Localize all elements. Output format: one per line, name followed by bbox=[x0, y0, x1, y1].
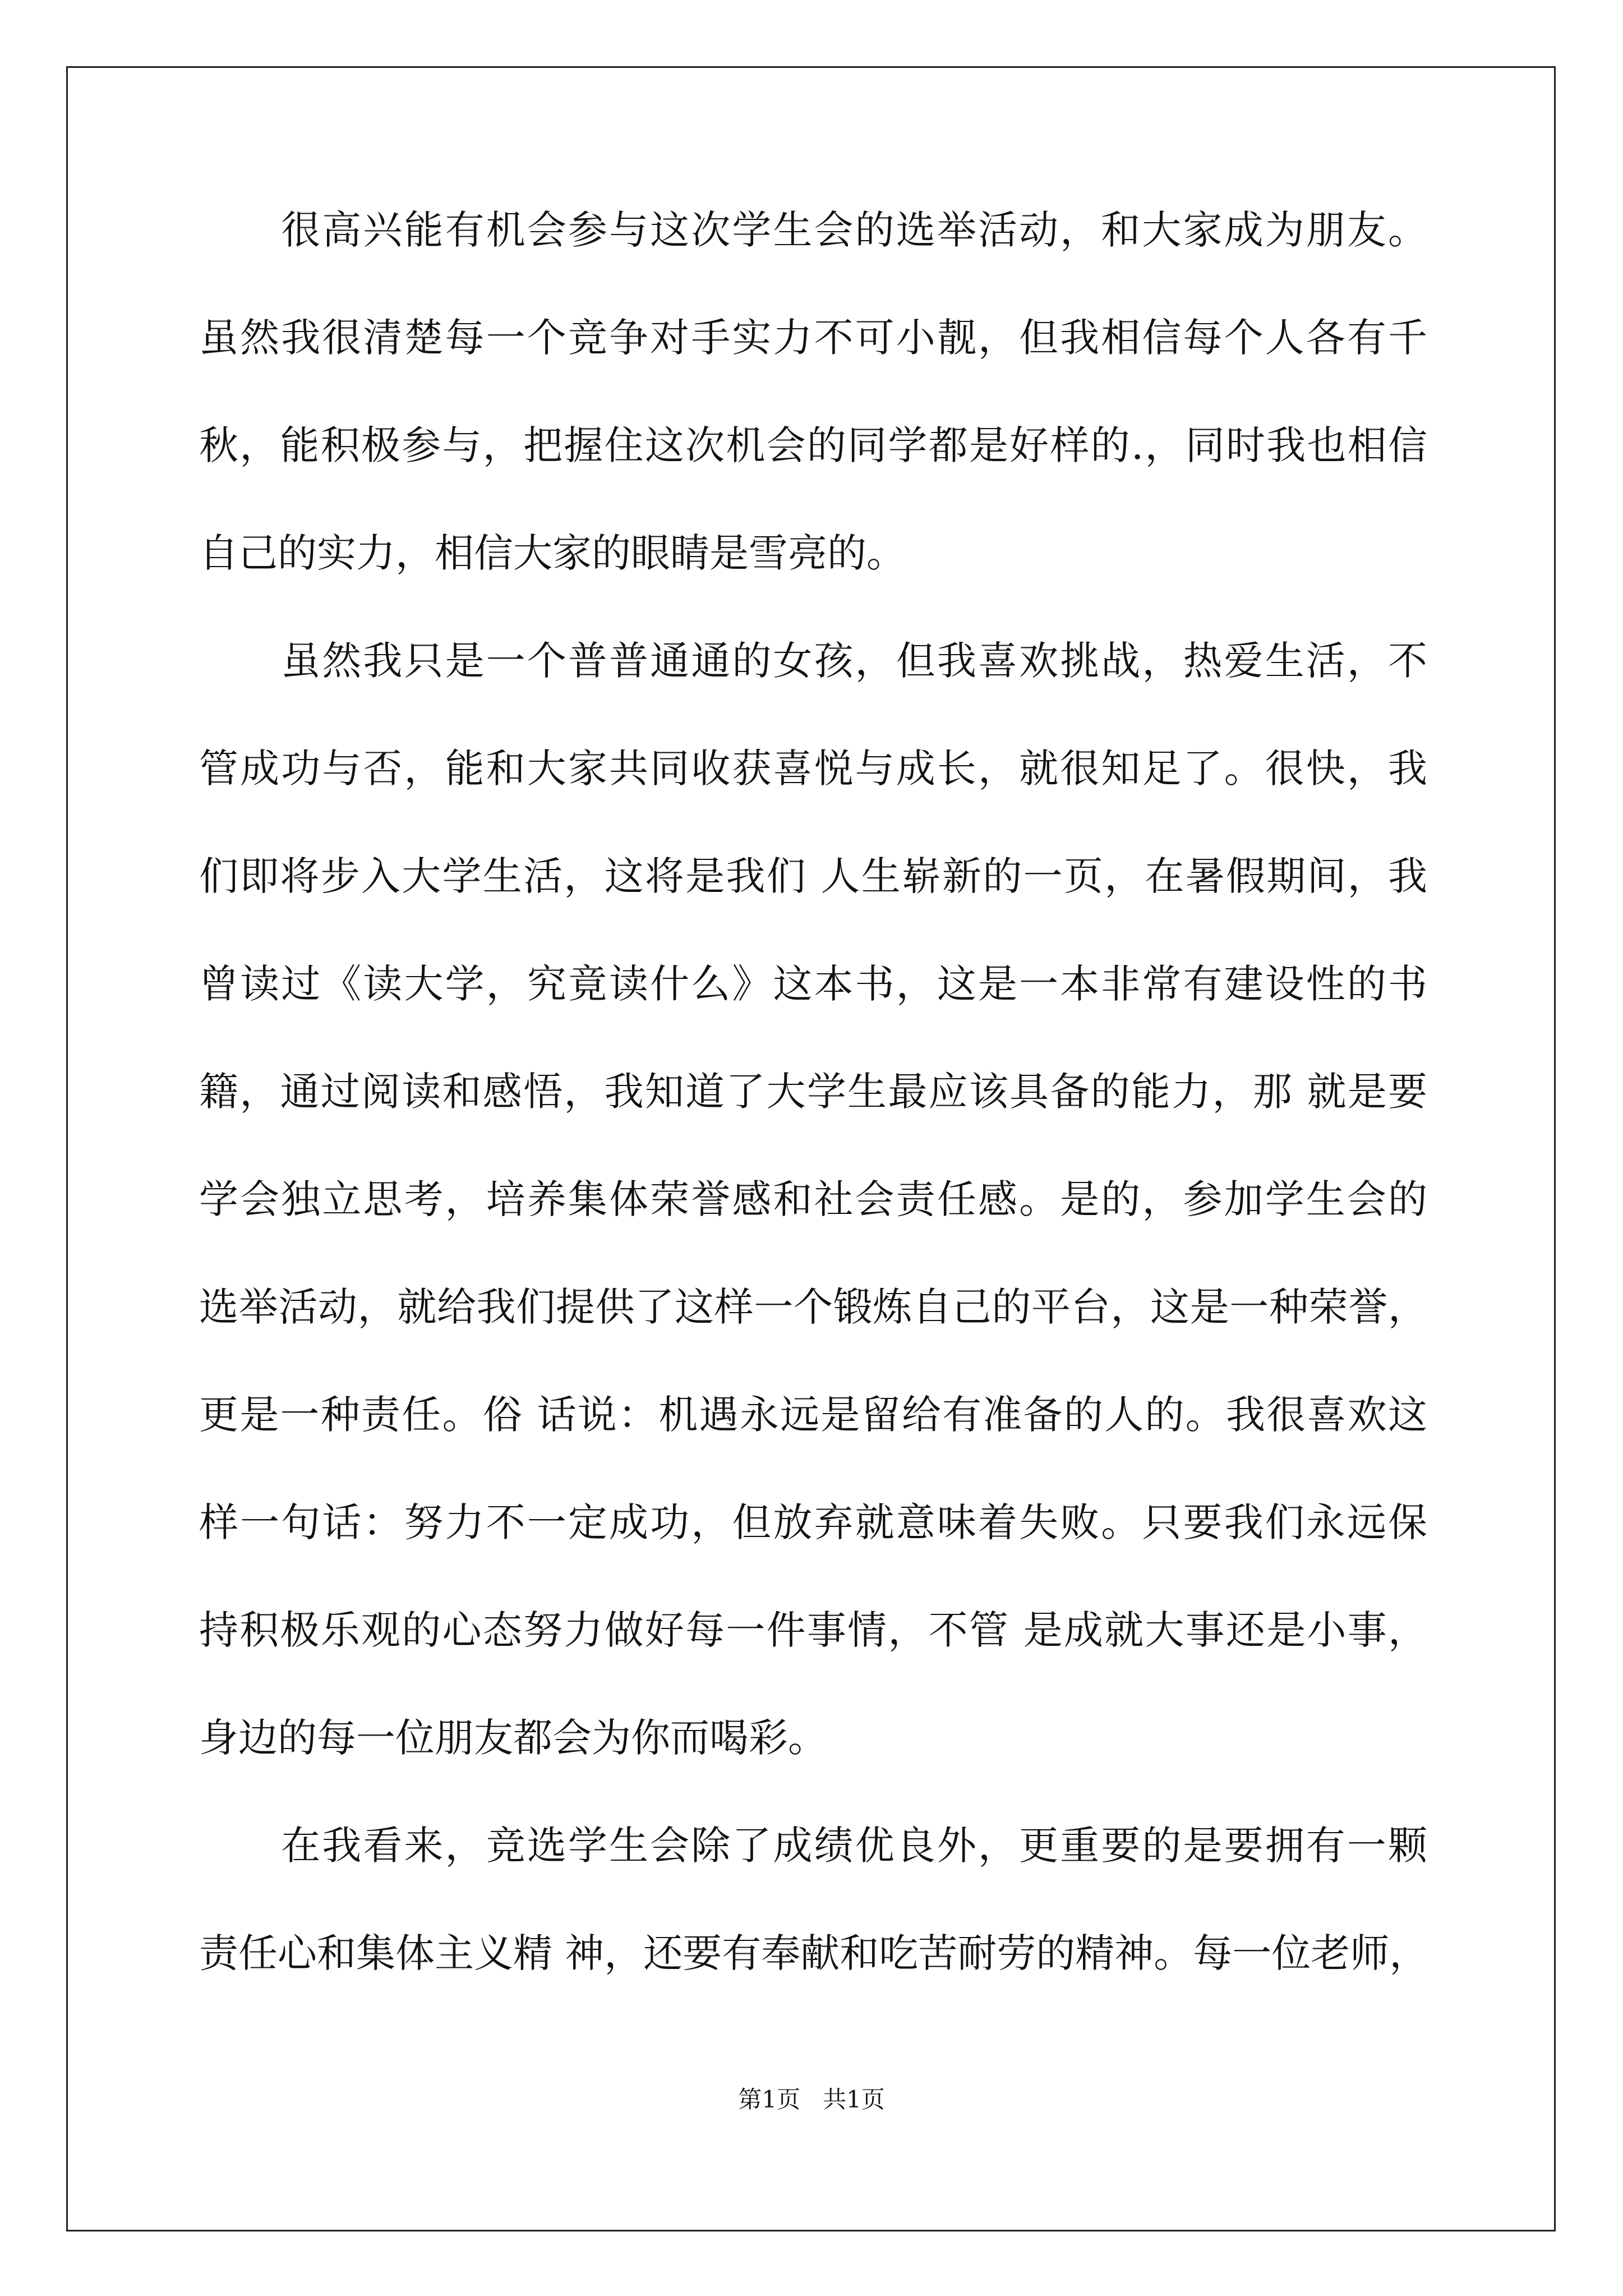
text-line: 管成功与否，能和大家共同收获喜悦与成长，就很知足了。很快，我 bbox=[199, 746, 1427, 792]
text-line: 选举活动，就给我们提供了这样一个锻炼自己的平台，这是一种荣誉， bbox=[199, 1284, 1427, 1330]
text-line: 很高兴能有机会参与这次学生会的选举活动，和大家成为朋友。 bbox=[199, 207, 1427, 253]
page-number-total: 共1页 bbox=[823, 2086, 885, 2113]
text-line: 秋，能积极参与，把握住这次机会的同学都是好样的.，同时我也相信 bbox=[199, 422, 1427, 468]
page-number-current: 第1页 bbox=[738, 2086, 800, 2113]
text-line: 虽然我很清楚每一个竞争对手实力不可小靓，但我相信每个人各有千 bbox=[199, 315, 1427, 361]
text-line: 曾读过《读大学，究竟读什么》这本书，这是一本非常有建设性的书 bbox=[199, 961, 1427, 1007]
text-line: 样一句话：努力不一定成功，但放弃就意味着失败。只要我们永远保 bbox=[199, 1499, 1427, 1545]
text-line: 学会独立思考，培养集体荣誉感和社会责任感。是的，参加学生会的 bbox=[199, 1176, 1427, 1222]
text-line: 身边的每一位朋友都会为你而喝彩。 bbox=[199, 1715, 827, 1761]
text-line: 在我看来，竞选学生会除了成绩优良外，更重要的是要拥有一颗 bbox=[199, 1823, 1427, 1869]
text-line: 更是一种责任。俗 话说：机遇永远是留给有准备的人的。我很喜欢这 bbox=[199, 1392, 1427, 1438]
page-footer bbox=[0, 2086, 1623, 2114]
text-line: 自己的实力，相信大家的眼睛是雪亮的。 bbox=[199, 530, 906, 576]
text-line: 们即将步入大学生活，这将是我们 人生崭新的一页，在暑假期间，我 bbox=[199, 853, 1427, 899]
text-line: 责任心和集体主义精 神，还要有奉献和吃苦耐劳的精神。每一位老师， bbox=[199, 1930, 1429, 1976]
text-line: 持积极乐观的心态努力做好每一件事情，不管 是成就大事还是小事， bbox=[199, 1607, 1427, 1653]
document-body bbox=[199, 207, 1429, 2041]
text-line: 籍，通过阅读和感悟，我知道了大学生最应该具备的能力，那 就是要 bbox=[199, 1069, 1427, 1115]
text-line: 虽然我只是一个普普通通的女孩，但我喜欢挑战，热爱生活，不 bbox=[199, 638, 1427, 684]
